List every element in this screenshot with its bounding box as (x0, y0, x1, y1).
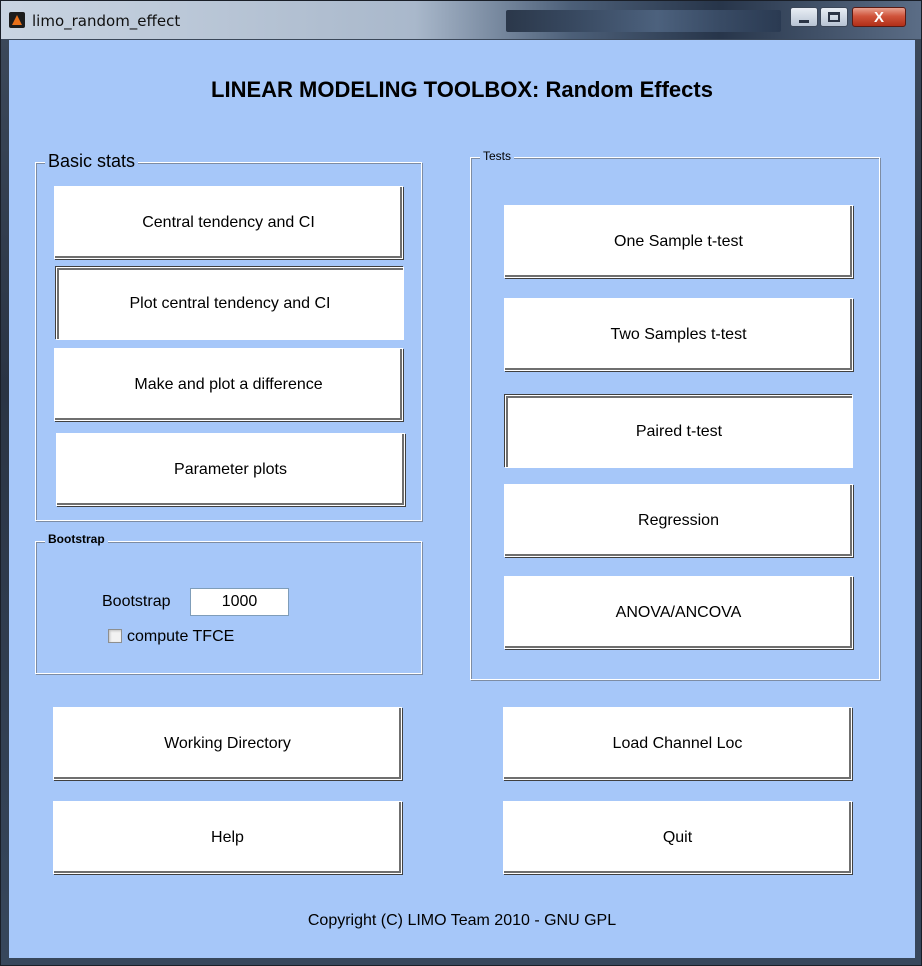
matlab-app-icon (9, 12, 25, 28)
anova-ancova-button[interactable]: ANOVA/ANCOVA (504, 576, 853, 649)
maximize-icon (828, 12, 840, 22)
bootstrap-legend: Bootstrap (45, 532, 108, 546)
regression-button[interactable]: Regression (504, 484, 853, 557)
minimize-icon (799, 20, 809, 23)
one-sample-ttest-button[interactable]: One Sample t-test (504, 205, 853, 278)
compute-tfce-checkbox[interactable] (108, 629, 122, 643)
titlebar-blurred-region (506, 10, 781, 32)
basic-stats-legend: Basic stats (45, 151, 138, 172)
window-title: limo_random_effect (32, 12, 181, 30)
close-button[interactable] (852, 7, 906, 27)
plot-central-tendency-ci-button[interactable]: Plot central tendency and CI (56, 267, 404, 340)
page-title: LINEAR MODELING TOOLBOX: Random Effects (211, 77, 713, 102)
help-button[interactable]: Help (53, 801, 402, 874)
load-channel-loc-button[interactable]: Load Channel Loc (503, 707, 852, 780)
bootstrap-count-input[interactable]: 1000 (190, 588, 289, 616)
title-bar[interactable] (1, 1, 921, 39)
make-plot-difference-button[interactable]: Make and plot a difference (54, 348, 403, 421)
bootstrap-label: Bootstrap (102, 593, 171, 610)
tests-legend: Tests (480, 149, 514, 163)
copyright-text: Copyright (C) LIMO Team 2010 - GNU GPL (307, 912, 617, 929)
minimize-button[interactable] (790, 7, 818, 27)
two-samples-ttest-button[interactable]: Two Samples t-test (504, 298, 853, 371)
parameter-plots-button[interactable]: Parameter plots (56, 433, 405, 506)
figure-client-area (9, 40, 915, 958)
maximize-button[interactable] (820, 7, 848, 27)
paired-ttest-button[interactable]: Paired t-test (505, 395, 853, 468)
central-tendency-ci-button[interactable]: Central tendency and CI (54, 186, 403, 259)
close-icon: X (873, 8, 884, 26)
quit-button[interactable]: Quit (503, 801, 852, 874)
compute-tfce-label[interactable]: compute TFCE (127, 628, 235, 645)
working-directory-button[interactable]: Working Directory (53, 707, 402, 780)
